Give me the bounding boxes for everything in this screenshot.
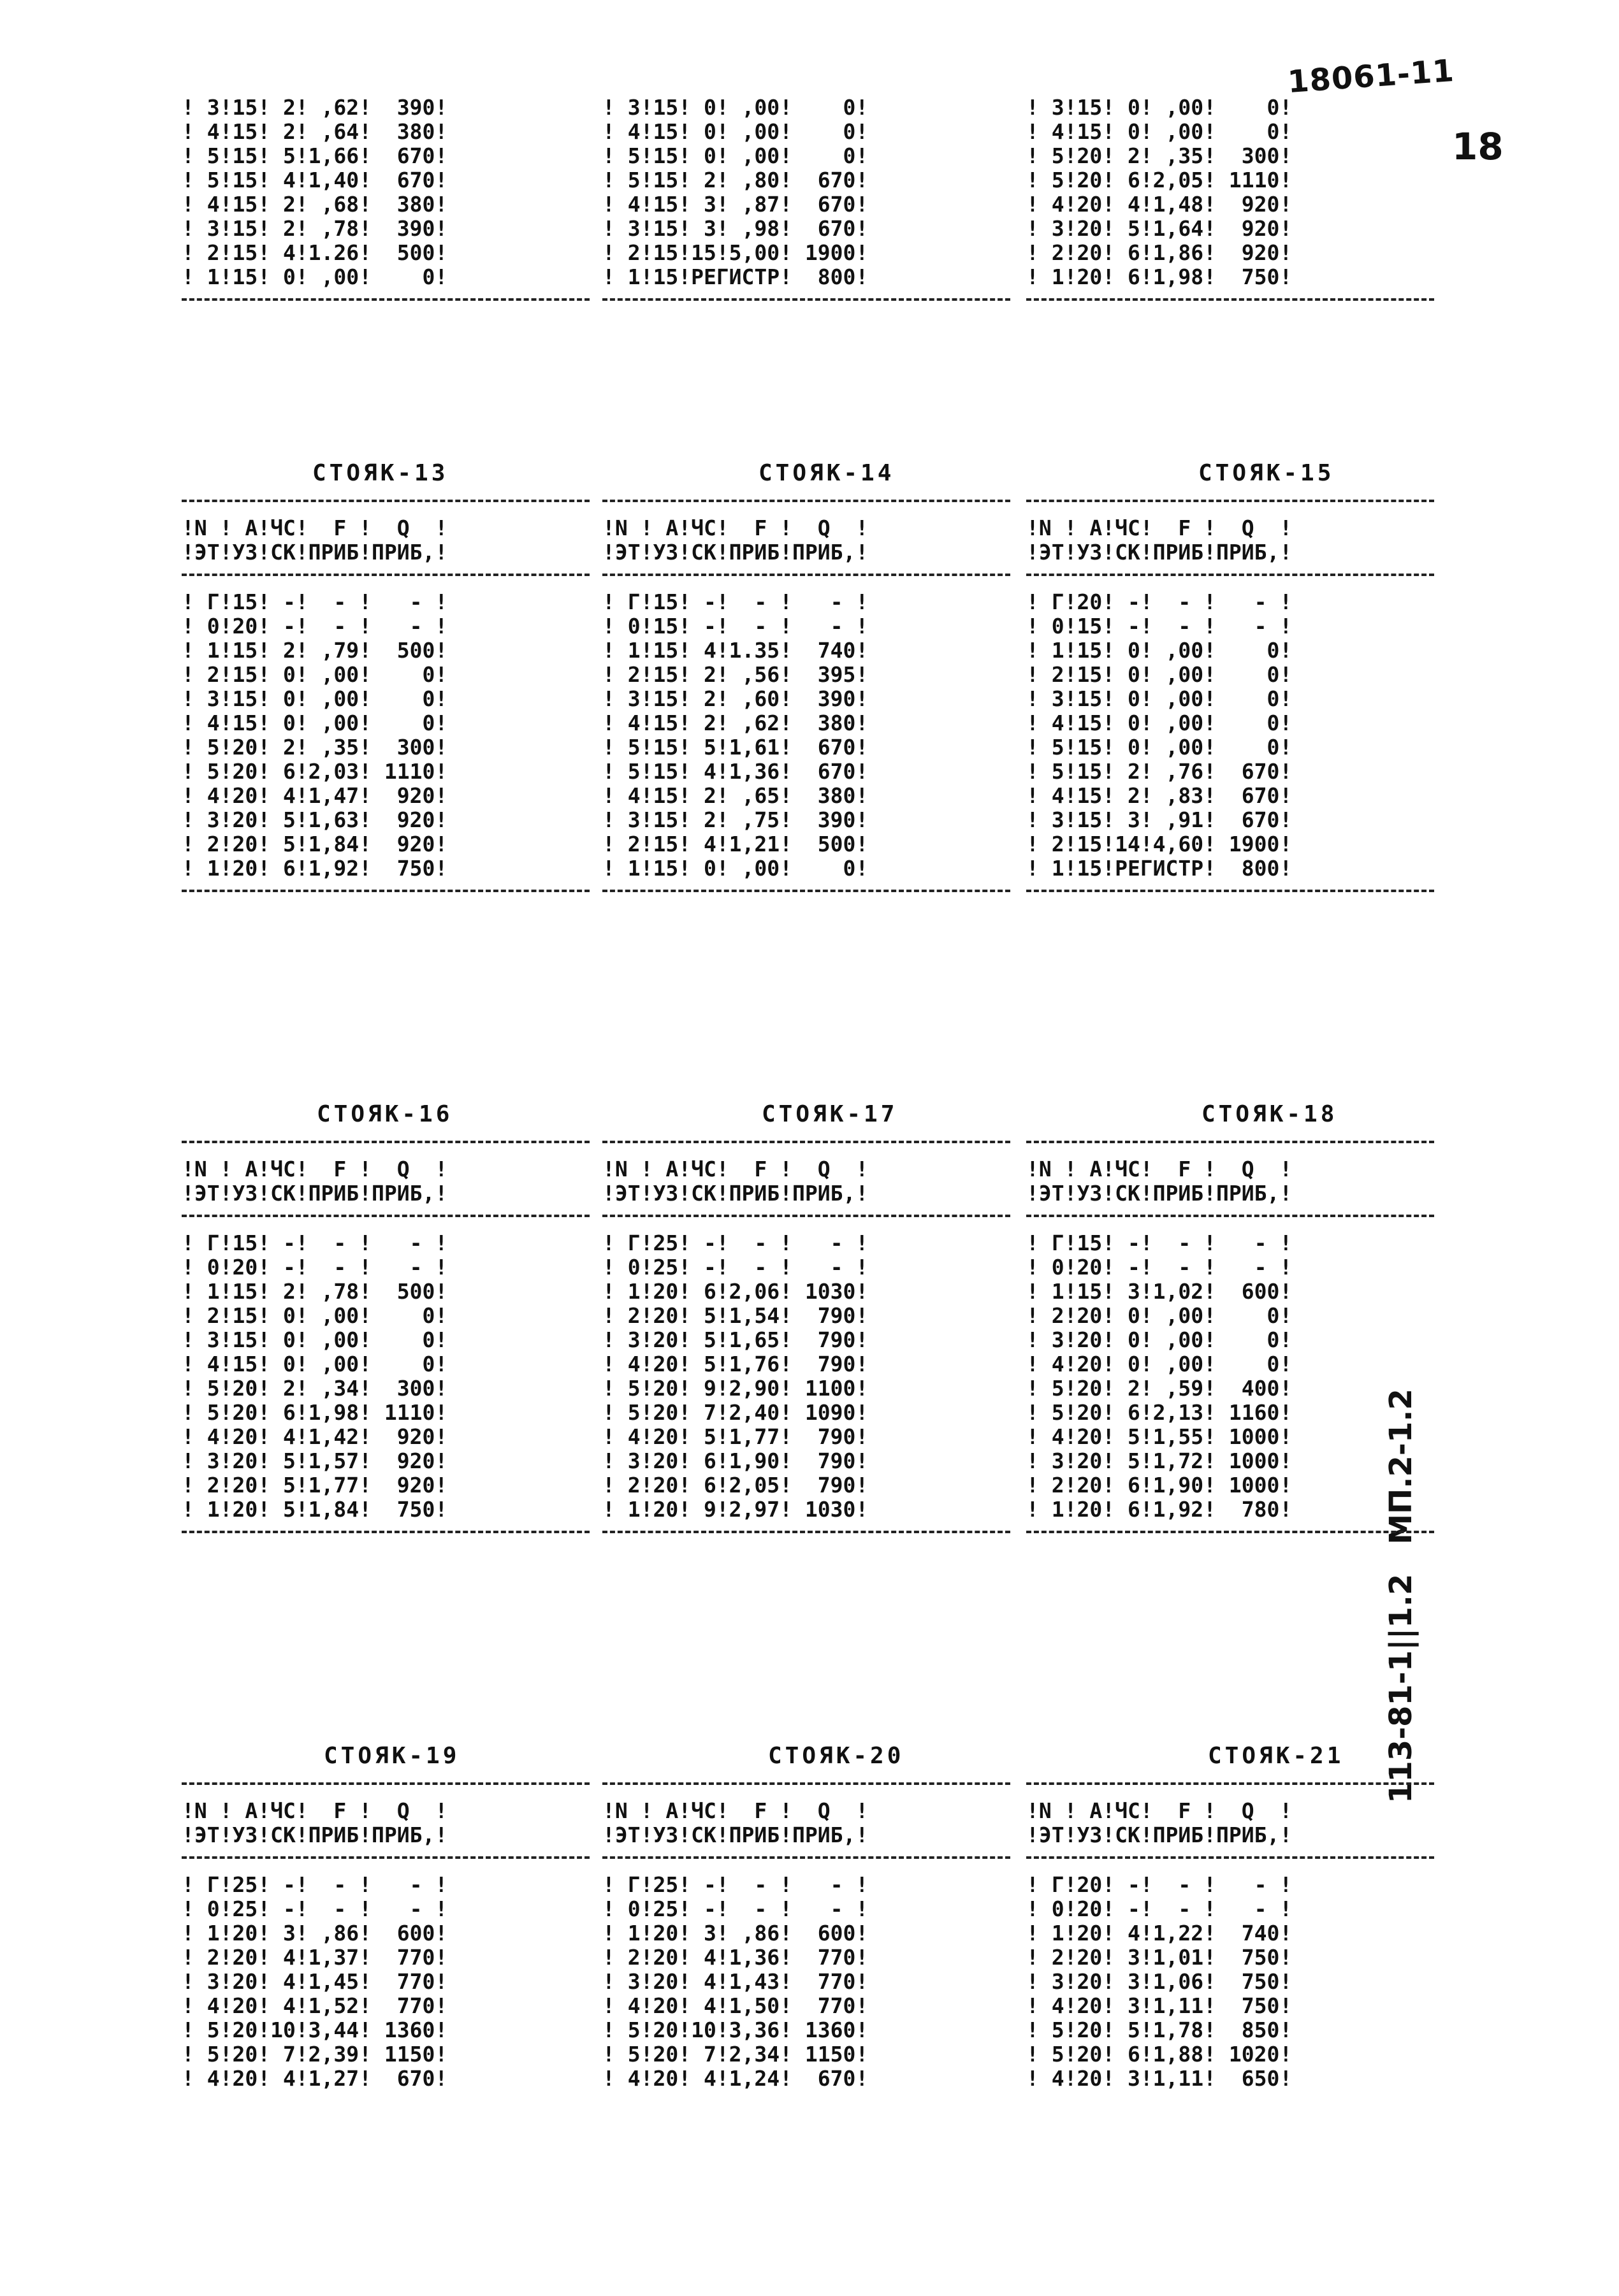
table-row: ! 5!15! 2! ,76! 670! — [1026, 759, 1293, 784]
table-row: ! 4!15! 2! ,62! 380! — [602, 711, 869, 735]
table-row: ! 3!15! 0! ,00! 0! — [182, 1327, 448, 1352]
table-row: ! 3!20! 3!1,06! 750! — [1026, 1969, 1293, 1994]
table-row: ! 5!20! 7!2,34! 1150! — [602, 2042, 869, 2067]
table-row: ! 4!20! 4!1,47! 920! — [182, 783, 448, 808]
table-row: ! 4!20! 5!1,77! 790! — [602, 1424, 869, 1449]
table-header: !N ! А!ЧС! F ! Q ! — [1026, 1157, 1293, 1181]
table-row: ! 1!20! 5!1,84! 750! — [182, 1497, 448, 1522]
table-row: ! 1!20! 3! ,86! 600! — [602, 1921, 869, 1946]
table-row: ! 4!15! 0! ,00! 0! — [1026, 711, 1293, 735]
table-row: ! 0!15! -! - ! - ! — [602, 614, 869, 639]
table-row: ! 4!20! 4!1,48! 920! — [1026, 192, 1293, 217]
table-header: !N ! А!ЧС! F ! Q ! — [182, 1798, 448, 1823]
document-number: 18061-11 — [1286, 52, 1456, 101]
table-row: ! 5!20! 9!2,90! 1100! — [602, 1376, 869, 1401]
table-row: ! 2!20! 5!1,84! 920! — [182, 832, 448, 856]
table-row: ! 2!20! 0! ,00! 0! — [1026, 1303, 1293, 1328]
table-row: ! 3!15! 2! ,78! 390! — [182, 216, 448, 241]
table-row: ! 2!20! 6!2,05! 790! — [602, 1473, 869, 1498]
table-row: ! Г!15! -! - ! - ! — [1026, 1231, 1293, 1255]
table-title: СТОЯК-18 — [1202, 1101, 1338, 1127]
table-row: ! 2!15!15!5,00! 1900! — [602, 240, 869, 265]
table-title: СТОЯК-15 — [1198, 460, 1335, 486]
table-row: ! 5!20! 7!2,40! 1090! — [602, 1400, 869, 1425]
table-row: ! 4!15! 0! ,00! 0! — [602, 119, 869, 144]
table-row: ! 2!20! 3!1,01! 750! — [1026, 1945, 1293, 1970]
table — [1026, 1773, 1434, 2091]
table-row: ! 5!20! 2! ,59! 400! — [1026, 1376, 1293, 1401]
table-row: ! Г!15! -! - ! - ! — [182, 589, 448, 614]
table-row: ! 4!15! 2! ,64! 380! — [182, 119, 448, 144]
table-row: ! 1!20! 6!2,06! 1030! — [602, 1279, 869, 1304]
table-divider — [182, 1531, 590, 1538]
table-row: ! 2!15! 4!1,21! 500! — [602, 832, 869, 856]
table-row: ! 2!20! 5!1,77! 920! — [182, 1473, 448, 1498]
table-title: СТОЯК-13 — [312, 460, 449, 486]
table-row: ! 3!20! 0! ,00! 0! — [1026, 1327, 1293, 1352]
table-row: ! 0!20! -! - ! - ! — [182, 1255, 448, 1280]
table-row: ! 3!15! 0! ,00! 0! — [1026, 686, 1293, 711]
table-header: !N ! А!ЧС! F ! Q ! — [602, 516, 869, 540]
table-header: !ЭТ!УЗ!СК!ПРИБ!ПРИБ,! — [1026, 1823, 1293, 1847]
table-row: ! 1!15! 0! ,00! 0! — [182, 264, 448, 289]
table-row: ! 5!20! 7!2,39! 1150! — [182, 2042, 448, 2067]
table-row: ! 5!20! 6!1,98! 1110! — [182, 1400, 448, 1425]
table-row: ! 3!15! 3! ,91! 670! — [1026, 807, 1293, 832]
table-divider — [602, 890, 1010, 897]
table-row: ! 1!15! 0! ,00! 0! — [602, 856, 869, 881]
table-row: ! 3!20! 4!1,43! 770! — [602, 1969, 869, 1994]
table-header: !N ! А!ЧС! F ! Q ! — [602, 1798, 869, 1823]
table-row: ! 4!20! 0! ,00! 0! — [1026, 1352, 1293, 1376]
table-header: !ЭТ!УЗ!СК!ПРИБ!ПРИБ,! — [182, 1823, 448, 1847]
page-number: 18 — [1452, 125, 1504, 168]
table-row: ! 4!20! 4!1,42! 920! — [182, 1424, 448, 1449]
table-row: ! 5!20! 2! ,35! 300! — [1026, 143, 1293, 168]
table-row: ! 1!20! 4!1,22! 740! — [1026, 1921, 1293, 1946]
table — [182, 1132, 590, 1547]
table-row: ! 3!15! 0! ,00! 0! — [602, 95, 869, 120]
table — [1026, 491, 1434, 906]
table-row: ! Г!25! -! - ! - ! — [602, 1872, 869, 1897]
side-label-series: МП.2-1.2 — [1383, 1389, 1419, 1545]
table-row: ! 1!20! 9!2,97! 1030! — [602, 1497, 869, 1522]
table-row: ! 3!20! 5!1,72! 1000! — [1026, 1448, 1293, 1473]
table-row: ! Г!25! -! - ! - ! — [182, 1872, 448, 1897]
table-header: !ЭТ!УЗ!СК!ПРИБ!ПРИБ,! — [182, 1181, 448, 1206]
table-divider — [1026, 1141, 1434, 1148]
table-row: ! 5!20! 6!2,13! 1160! — [1026, 1400, 1293, 1425]
table-row: ! 3!15! 2! ,75! 390! — [602, 807, 869, 832]
table-row: ! 0!25! -! - ! - ! — [602, 1255, 869, 1280]
table-row: ! Г!15! -! - ! - ! — [182, 1231, 448, 1255]
table-row: ! 3!20! 5!1,57! 920! — [182, 1448, 448, 1473]
table-row: ! Г!20! -! - ! - ! — [1026, 589, 1293, 614]
table-row: ! 3!20! 5!1,65! 790! — [602, 1327, 869, 1352]
table-row: ! 3!15! 2! ,60! 390! — [602, 686, 869, 711]
table-divider — [602, 1782, 1010, 1790]
table-divider — [602, 1531, 1010, 1538]
table-row: ! 0!25! -! - ! - ! — [602, 1896, 869, 1921]
table-row: ! 4!15! 3! ,87! 670! — [602, 192, 869, 217]
table-row: ! 2!15!14!4,60! 1900! — [1026, 832, 1293, 856]
table-row: ! 5!15! 2! ,80! 670! — [602, 168, 869, 192]
table-row: ! 4!15! 0! ,00! 0! — [182, 711, 448, 735]
table-divider — [1026, 1215, 1434, 1222]
table-row: ! 3!20! 6!1,90! 790! — [602, 1448, 869, 1473]
table-header: !N ! А!ЧС! F ! Q ! — [1026, 1798, 1293, 1823]
table-row: ! 2!15! 0! ,00! 0! — [182, 662, 448, 687]
table — [602, 491, 1010, 906]
table-row: ! 2!15! 4!1.26! 500! — [182, 240, 448, 265]
table-row: ! 4!15! 2! ,68! 380! — [182, 192, 448, 217]
table-row: ! 5!15! 0! ,00! 0! — [1026, 735, 1293, 760]
table-row: ! 4!20! 3!1,11! 650! — [1026, 2066, 1293, 2091]
table — [602, 1132, 1010, 1547]
table-header: !ЭТ!УЗ!СК!ПРИБ!ПРИБ,! — [602, 540, 869, 565]
table-row: ! 4!20! 3!1,11! 750! — [1026, 1993, 1293, 2018]
table-row: ! 0!20! -! - ! - ! — [182, 614, 448, 639]
table-divider — [1026, 1531, 1434, 1538]
table — [602, 96, 1010, 315]
table-row: ! 5!20! 6!1,88! 1020! — [1026, 2042, 1293, 2067]
table-row: ! Г!20! -! - ! - ! — [1026, 1872, 1293, 1897]
table-header: !N ! А!ЧС! F ! Q ! — [182, 1157, 448, 1181]
table-row: ! 4!15! 2! ,83! 670! — [1026, 783, 1293, 808]
table-row: ! 4!20! 5!1,55! 1000! — [1026, 1424, 1293, 1449]
table-row: ! 5!20! 2! ,34! 300! — [182, 1376, 448, 1401]
table-row: ! 2!20! 4!1,37! 770! — [182, 1945, 448, 1970]
table-header: !ЭТ!УЗ!СК!ПРИБ!ПРИБ,! — [182, 540, 448, 565]
table-row: ! 1!20! 6!1,98! 750! — [1026, 264, 1293, 289]
table-row: ! 5!15! 0! ,00! 0! — [602, 143, 869, 168]
table-row: ! 2!15! 0! ,00! 0! — [1026, 662, 1293, 687]
table — [1026, 96, 1434, 315]
table-header: !ЭТ!УЗ!СК!ПРИБ!ПРИБ,! — [1026, 1181, 1293, 1206]
table-header: !N ! А!ЧС! F ! Q ! — [182, 516, 448, 540]
table-divider — [1026, 298, 1434, 306]
table-row: ! 5!20! 2! ,35! 300! — [182, 735, 448, 760]
table-row: ! 5!20! 6!2,05! 1110! — [1026, 168, 1293, 192]
table-header: !ЭТ!УЗ!СК!ПРИБ!ПРИБ,! — [602, 1823, 869, 1847]
table-row: ! 5!20!10!3,44! 1360! — [182, 2018, 448, 2042]
table-row: ! 3!20! 5!1,64! 920! — [1026, 216, 1293, 241]
table-title: СТОЯК-20 — [768, 1743, 904, 1769]
table-divider — [1026, 574, 1434, 581]
table-row: ! 2!15! 2! ,56! 395! — [602, 662, 869, 687]
table-row: ! 2!15! 0! ,00! 0! — [182, 1303, 448, 1328]
table-row: ! 2!20! 5!1,54! 790! — [602, 1303, 869, 1328]
table-row: ! 4!15! 0! ,00! 0! — [182, 1352, 448, 1376]
table-row: ! 0!20! -! - ! - ! — [1026, 1255, 1293, 1280]
table-row: ! 4!20! 4!1,27! 670! — [182, 2066, 448, 2091]
table-divider — [602, 298, 1010, 306]
table-divider — [602, 1141, 1010, 1148]
table-divider — [182, 500, 590, 507]
table-divider — [602, 500, 1010, 507]
table-row: ! 4!20! 4!1,50! 770! — [602, 1993, 869, 2018]
table-divider — [1026, 890, 1434, 897]
table-divider — [182, 298, 590, 306]
table-row: ! 0!15! -! - ! - ! — [1026, 614, 1293, 639]
table-divider — [602, 1215, 1010, 1222]
table-row: ! 5!15! 5!1,66! 670! — [182, 143, 448, 168]
table-row: ! 1!15! 2! ,79! 500! — [182, 638, 448, 663]
table-divider — [182, 890, 590, 897]
table-divider — [1026, 1856, 1434, 1864]
table-row: ! 3!15! 0! ,00! 0! — [182, 686, 448, 711]
table-row: ! 3!20! 4!1,45! 770! — [182, 1969, 448, 1994]
table-row: ! 1!15!РЕГИСТР! 800! — [602, 264, 869, 289]
table-row: ! 2!20! 6!1,86! 920! — [1026, 240, 1293, 265]
table-divider — [1026, 1782, 1434, 1790]
table-row: ! 5!20! 6!2,03! 1110! — [182, 759, 448, 784]
table-divider — [182, 1215, 590, 1222]
table-row: ! 4!20! 5!1,76! 790! — [602, 1352, 869, 1376]
table-title: СТОЯК-21 — [1208, 1743, 1344, 1769]
table-row: ! 1!20! 6!1,92! 750! — [182, 856, 448, 881]
table — [182, 1773, 590, 2091]
table-row: ! 1!15! 0! ,00! 0! — [1026, 638, 1293, 663]
table-row: ! 2!20! 4!1,36! 770! — [602, 1945, 869, 1970]
table-row: ! 5!20! 5!1,78! 850! — [1026, 2018, 1293, 2042]
table-row: ! 5!20!10!3,36! 1360! — [602, 2018, 869, 2042]
table-row: ! 1!20! 6!1,92! 780! — [1026, 1497, 1293, 1522]
table-row: ! 1!15! 3!1,02! 600! — [1026, 1279, 1293, 1304]
table-divider — [182, 574, 590, 581]
table-divider — [602, 1856, 1010, 1864]
table-row: ! 1!15! 4!1.35! 740! — [602, 638, 869, 663]
table-row: ! Г!25! -! - ! - ! — [602, 1231, 869, 1255]
table-row: ! 5!15! 4!1,36! 670! — [602, 759, 869, 784]
table-row: ! 3!15! 2! ,62! 390! — [182, 95, 448, 120]
table-title: СТОЯК-16 — [317, 1101, 453, 1127]
table-header: !N ! А!ЧС! F ! Q ! — [602, 1157, 869, 1181]
table-divider — [182, 1856, 590, 1864]
table-row: ! 5!15! 5!1,61! 670! — [602, 735, 869, 760]
table-row: ! 5!15! 4!1,40! 670! — [182, 168, 448, 192]
table-row: ! 1!20! 3! ,86! 600! — [182, 1921, 448, 1946]
table-header: !ЭТ!УЗ!СК!ПРИБ!ПРИБ,! — [1026, 540, 1293, 565]
table-title: СТОЯК-14 — [759, 460, 895, 486]
table — [1026, 1132, 1434, 1547]
table-row: ! 1!15! 2! ,78! 500! — [182, 1279, 448, 1304]
table-row: ! 3!20! 5!1,63! 920! — [182, 807, 448, 832]
table-row: ! 4!15! 2! ,65! 380! — [602, 783, 869, 808]
table-row: ! 1!15!РЕГИСТР! 800! — [1026, 856, 1293, 881]
table-row: ! 2!20! 6!1,90! 1000! — [1026, 1473, 1293, 1498]
table-title: СТОЯК-19 — [324, 1743, 460, 1769]
table-divider — [602, 574, 1010, 581]
table — [602, 1773, 1010, 2091]
table-header: !ЭТ!УЗ!СК!ПРИБ!ПРИБ,! — [602, 1181, 869, 1206]
table-header: !N ! А!ЧС! F ! Q ! — [1026, 516, 1293, 540]
table-row: ! 3!15! 0! ,00! 0! — [1026, 95, 1293, 120]
table-row: ! 4!15! 0! ,00! 0! — [1026, 119, 1293, 144]
table-row: ! 4!20! 4!1,52! 770! — [182, 1993, 448, 2018]
table — [182, 491, 590, 906]
table-row: ! Г!15! -! - ! - ! — [602, 589, 869, 614]
table-row: ! 0!20! -! - ! - ! — [1026, 1896, 1293, 1921]
table-divider — [182, 1782, 590, 1790]
table — [182, 96, 590, 315]
table-row: ! 3!15! 3! ,98! 670! — [602, 216, 869, 241]
side-label-code: 113-81-1||1.2 — [1383, 1573, 1419, 1803]
table-title: СТОЯК-17 — [762, 1101, 898, 1127]
table-divider — [1026, 500, 1434, 507]
table-row: ! 4!20! 4!1,24! 670! — [602, 2066, 869, 2091]
table-row: ! 0!25! -! - ! - ! — [182, 1896, 448, 1921]
table-divider — [182, 1141, 590, 1148]
